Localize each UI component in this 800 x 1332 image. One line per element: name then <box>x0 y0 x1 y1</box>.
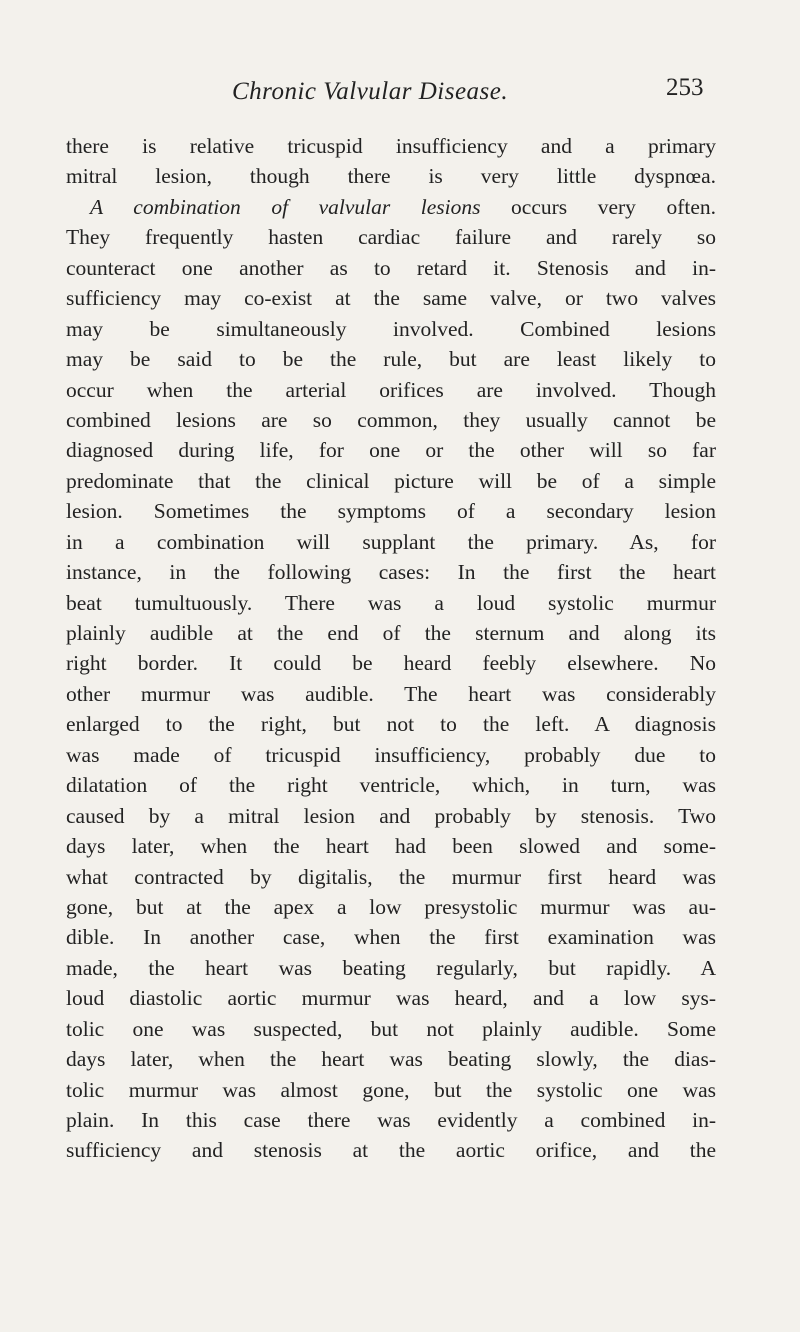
text-line: dilatation of the right ventricle, which, in turn, was <box>66 773 716 798</box>
running-title: Chronic Valvular Disease. <box>232 78 509 105</box>
text-line: combined lesions are so common, they usually cannot be <box>66 407 716 432</box>
text-line: caused by a mitral lesion and probably by stenosis. Two <box>66 803 716 828</box>
text-line: dible. In another case, when the first examination was <box>66 925 716 950</box>
text-line: may be said to be the rule, but are least likely to <box>66 347 716 372</box>
text-line: counteract one another as to retard it. Stenosis and in- <box>66 255 716 280</box>
text-line: gone, but at the apex a low presystolic murmur was au- <box>66 894 716 919</box>
text-line: loud diastolic aortic murmur was heard, and a low sys- <box>66 986 716 1011</box>
text-line: made, the heart was beating regularly, but rapidly. A <box>66 955 716 980</box>
text-line: in a combination will supplant the primary. As, for <box>66 529 716 554</box>
text-line: tolic murmur was almost gone, but the systolic one was <box>66 1077 716 1102</box>
text-line: what contracted by digitalis, the murmur first heard was <box>66 864 716 889</box>
running-head <box>0 74 800 118</box>
text-line: beat tumultuously. There was a loud systolic murmur <box>66 590 716 615</box>
text-line: plain. In this case there was evidently a combined in- <box>66 1108 716 1132</box>
text-line: tolic one was suspected, but not plainly audible. Some <box>66 1016 716 1041</box>
text-line: there is relative tricuspid insufficiency and a primary <box>66 134 716 158</box>
text-line: They frequently hasten cardiac failure and rarely so <box>66 225 716 250</box>
text-line: may be simultaneously involved. Combined lesions <box>66 316 716 341</box>
emphasized-phrase: A combination of valvular lesions <box>90 194 481 219</box>
text-line: days later, when the heart had been slowed and some- <box>66 834 716 859</box>
text-line-remainder: occurs very often. <box>511 194 716 219</box>
text-line: occur when the arterial orifices are involved. Though <box>66 377 716 402</box>
body-text <box>66 131 716 1166</box>
text-line: other murmur was audible. The heart was considerably <box>66 681 716 706</box>
text-line: mitral lesion, though there is very little dyspnœa. <box>66 164 716 189</box>
text-line: predominate that the clinical picture will be of a simple <box>66 468 716 493</box>
text-line: days later, when the heart was beating slowly, the dias- <box>66 1047 716 1072</box>
text-line: sufficiency and stenosis at the aortic orifice, and the <box>66 1138 716 1163</box>
text-line: was made of tricuspid insufficiency, probably due to <box>66 742 716 767</box>
text-line: enlarged to the right, but not to the left. A diagnosis <box>66 712 716 737</box>
text-line: diagnosed during life, for one or the other will so far <box>66 438 716 463</box>
text-line: instance, in the following cases: In the first the heart <box>66 560 716 585</box>
page-number: 253 <box>666 74 704 101</box>
text-line: plainly audible at the end of the sternum and along its <box>66 621 716 645</box>
text-line: sufficiency may co-exist at the same valve, or two valves <box>66 286 716 311</box>
text-line: lesion. Sometimes the symptoms of a secondary lesion <box>66 499 716 524</box>
text-line: right border. It could be heard feebly elsewhere. No <box>66 651 716 676</box>
text-line-emphasis <box>66 192 716 222</box>
